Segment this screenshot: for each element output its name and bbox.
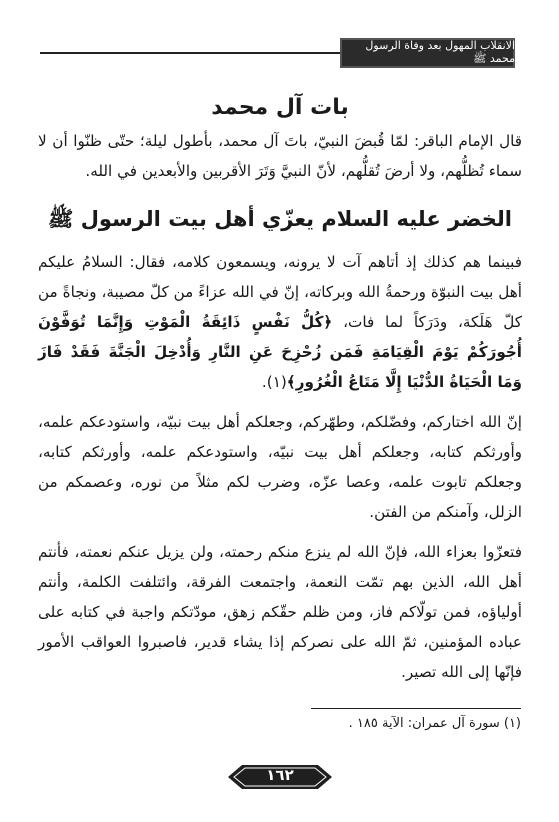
- running-title: الانقلاب المهول بعد وفاة الرسول محمد ﷺ: [340, 38, 515, 68]
- section-heading: بات آل محمد: [211, 95, 349, 120]
- quran-verse: ﴿كُلُّ نَفْسٍ ذَائِقَةُ الْمَوْتِ وَإِنَّمَا تُوَفَّوْنَ أُجُورَكُمْ يَوْمَ الْقِيَامَةِ فَمَن زُحْزِحَ عَنِ النَّارِ وَأُدْخِلَ الْجَنَّةَ فَقَدْ فَازَ وَمَا الْحَيَاةُ الدُّنْيَا إِلَّا مَتَاعُ الْغُرُورِ﴾: [38, 313, 522, 391]
- running-header: [40, 38, 515, 68]
- page-body: [38, 95, 522, 687]
- footnote-marker: (١).: [261, 373, 287, 391]
- paragraph: فتعزّوا بعزاء الله، فإنّ الله لم ينزع منكم رحمته، ولن يزيل عنكم نعمته، فأنتم أهل الله، الذين بهم تمّت النعمة، واجتمعت الفرقة، وائتلفت الكلمة، وأنتم أولياؤه، فمن تولّاكم فاز، ومن ظلم حقّكم زهق، مودّتكم واجبة في كتابه على عباده المؤمنين، ثمّ الله على نصركم إذا يشاء قدير، فاصبروا العواقب الأمور فإنّها إلى الله تصير.: [38, 543, 522, 681]
- footnote-rule: [311, 708, 521, 709]
- paragraph: قال الإمام الباقر: لمّا قُبضَ النبيّ، باتَ آل محمد، بأطول ليلة؛ حتّى ظنّوا أن لا سماء تُظلُّهم، ولا أرضَ تُقلُّهم، لأنّ النبيَّ وَتَرَ الأقربين والأبعدين في الله.: [38, 132, 522, 180]
- page-number-badge: [228, 762, 332, 792]
- page-number: ١٦٢: [266, 766, 294, 784]
- section-heading: الخضر عليه السلام يعزّي أهل بيت الرسول ﷺ: [48, 207, 512, 231]
- header-rule: [40, 52, 340, 54]
- paragraph: [38, 247, 522, 397]
- footnote: (١) سورة آل عمران: الآية ١٨٥ .: [348, 716, 521, 731]
- paragraph-text: فبينما هم كذلك إذ أتاهم آت لا يرونه، ويسمعون كلامه، فقال: السلامُ عليكم أهل بيت النبوّة ورحمةُ الله وبركاته، إنّ في الله عزاءً من كلّ مصيبة، ونجاةً من كلّ هَلَكة، ودَرَكاً لما فات،: [38, 253, 522, 331]
- paragraph: إنّ الله اختاركم، وفضّلكم، وطهّركم، وجعلكم أهل بيت نبيّه، واستودعكم علمه، وأورثكم كتابه، وجعلكم أهل بيت نبيّه، واستودعكم علمه، وأورثكم كتابه، وجعلكم تابوت علمه، وعصا عزّه، وضرب لكم مثلاً من نوره، وعصمكم من الزلل، وآمنكم من الفتن.: [38, 413, 522, 521]
